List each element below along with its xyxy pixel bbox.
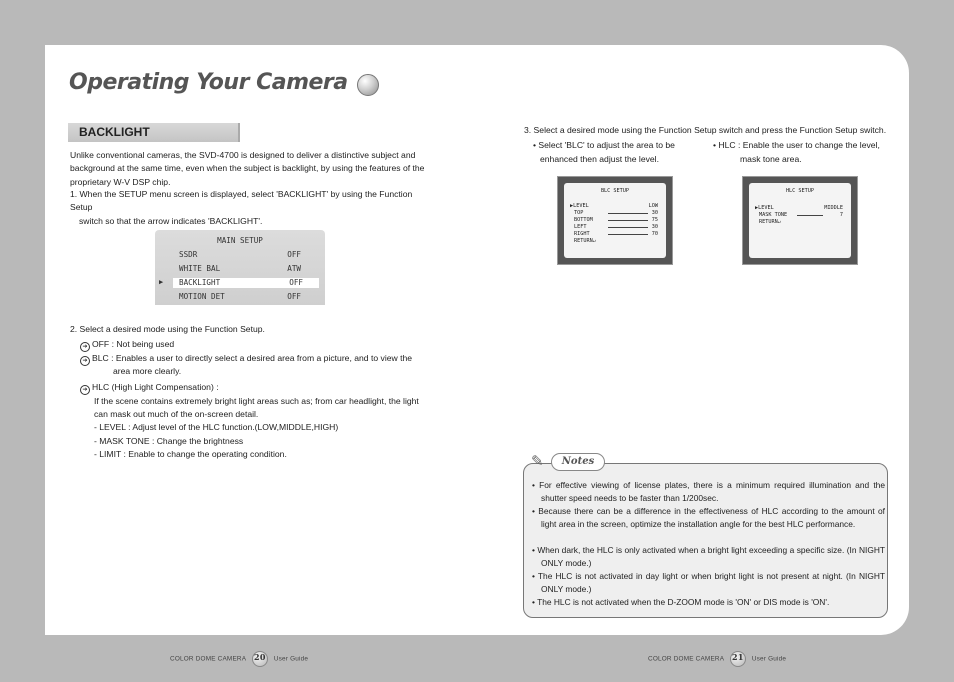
hlc-screen-display — [749, 183, 851, 258]
screen-label: LEFT — [574, 224, 587, 230]
hlc-detail: - MASK TONE : Change the brightness — [94, 436, 244, 446]
menu-row-label: WHITE BAL — [179, 264, 221, 273]
screen-label: ▶LEVEL — [570, 203, 589, 209]
hlc-bullet: • HLC : Enable the user to change the level, — [713, 140, 880, 150]
pencil-note-icon: ✎ — [531, 453, 544, 470]
hlc-detail: can mask out much of the on-screen detail. — [94, 409, 259, 419]
step-1-line: switch so that the arrow indicates 'BACKLIGHT'. — [79, 215, 263, 226]
screen-label: MASK TONE — [759, 212, 788, 218]
footer-product: COLOR DOME CAMERA — [170, 655, 246, 663]
note-item: • Because there can be a difference in the effectiveness of HLC according to the amount of light area in the screen, optimize the installation angle for the best HLC performance. — [532, 506, 885, 530]
menu-row-value: OFF — [287, 292, 301, 301]
menu-row-value: OFF — [287, 250, 301, 259]
slider-line — [608, 227, 648, 228]
page-number: 21 — [730, 651, 746, 667]
main-setup-menu — [155, 230, 325, 305]
arrow-circle-icon: ➔ — [80, 385, 90, 395]
slider-line — [797, 215, 823, 216]
menu-pointer-icon: ▶ — [159, 278, 164, 286]
page-title: Operating Your Camera — [69, 70, 348, 95]
note-item: • The HLC is not activated when the D-ZOOM mode is 'ON' or DIS mode is 'ON'. — [532, 597, 830, 607]
arrow-circle-icon: ➔ — [80, 342, 90, 352]
screen-value: 30 — [651, 210, 658, 216]
option-off — [80, 338, 174, 352]
note-item: • For effective viewing of license plates, there is a minimum required illumination and the shutter speed needs to be faster than 1/200sec. — [532, 480, 885, 504]
step-1 — [70, 188, 426, 228]
blc-screen-display — [564, 183, 666, 258]
screen-value: 70 — [651, 231, 658, 237]
screen-value: MIDDLE — [824, 205, 843, 211]
screen-value: LOW — [648, 203, 658, 209]
menu-row — [179, 292, 301, 302]
menu-row — [179, 250, 301, 260]
footer-left — [170, 651, 308, 667]
menu-row — [179, 264, 301, 274]
footer-guide: User Guide — [273, 655, 309, 663]
intro-line: Unlike conventional cameras, the SVD-4700 is designed to deliver a distinctive subject and — [70, 150, 416, 160]
screen-label: RETURN↵ — [574, 238, 596, 244]
intro-paragraph — [70, 149, 426, 189]
option-text: BLC : Enables a user to directly select a desired area from a picture, and to view the — [92, 353, 413, 363]
step-3-heading: 3. Select a desired mode using the Function Setup switch and press the Function Setup switch. — [524, 125, 887, 135]
option-blc — [80, 352, 412, 366]
option-hlc — [80, 381, 219, 395]
arrow-circle-icon: ➔ — [80, 356, 90, 366]
footer-guide: User Guide — [751, 655, 787, 663]
notes-label: Notes — [551, 453, 605, 471]
menu-row-value: OFF — [289, 278, 303, 287]
note-item: • The HLC is not activated in day light or when bright light is not present at night. (In NIGHT ONLY mode.) — [532, 571, 885, 595]
screen-title: HLC SETUP — [785, 188, 815, 194]
footer-right — [648, 651, 786, 667]
screen-label: TOP — [574, 210, 584, 216]
screen-value: 30 — [651, 224, 658, 230]
section-title: BACKLIGHT — [79, 125, 150, 139]
option-text: area more clearly. — [113, 366, 182, 376]
hlc-setup-screen — [742, 176, 858, 265]
menu-row-selected — [159, 278, 319, 288]
menu-row-label: BACKLIGHT — [179, 278, 221, 287]
step-2-heading: 2. Select a desired mode using the Function Setup. — [70, 324, 265, 334]
blc-bullet: enhanced then adjust the level. — [540, 154, 659, 164]
menu-row-label: SSDR — [179, 250, 198, 259]
screen-value: 7 — [839, 212, 843, 218]
option-text: HLC (High Light Compensation) : — [92, 382, 219, 392]
screen-label: BOTTOM — [574, 217, 593, 223]
page-number: 20 — [252, 651, 268, 667]
slider-line — [608, 220, 648, 221]
menu-title: MAIN SETUP — [217, 236, 263, 245]
hlc-bullet: mask tone area. — [740, 154, 802, 164]
step-1-line: 1. When the SETUP menu screen is displayed, select 'BACKLIGHT' by using the Function Setup — [70, 189, 413, 213]
menu-row-value: ATW — [287, 264, 301, 273]
hlc-detail: - LIMIT : Enable to change the operating condition. — [94, 449, 287, 459]
option-text: OFF : Not being used — [92, 339, 175, 349]
slider-line — [608, 234, 648, 235]
hlc-detail: If the scene contains extremely bright light areas such as; from car headlight, the light — [94, 396, 419, 406]
hlc-detail: - LEVEL : Adjust level of the HLC function.(LOW,MIDDLE,HIGH) — [94, 422, 339, 432]
title-orb-icon — [357, 74, 379, 96]
screen-label: RIGHT — [574, 231, 590, 237]
screen-value: 75 — [651, 217, 658, 223]
screen-label: ▶LEVEL — [755, 205, 774, 211]
blc-setup-screen — [557, 176, 673, 265]
slider-line — [608, 213, 648, 214]
menu-row-label: MOTION DET — [179, 292, 225, 301]
intro-line: background at the same time, even when the subject is backlight, by using the features of the — [70, 163, 425, 174]
screen-label: RETURN↵ — [759, 219, 781, 225]
blc-bullet: • Select 'BLC' to adjust the area to be — [533, 140, 675, 150]
screen-title: BLC SETUP — [600, 188, 630, 194]
footer-product: COLOR DOME CAMERA — [648, 655, 724, 663]
note-item: • When dark, the HLC is only activated when a bright light exceeding a specific size. (In NIGHT ONLY mode.) — [532, 545, 885, 569]
intro-line: proprietary W-V DSP chip. — [70, 176, 171, 187]
